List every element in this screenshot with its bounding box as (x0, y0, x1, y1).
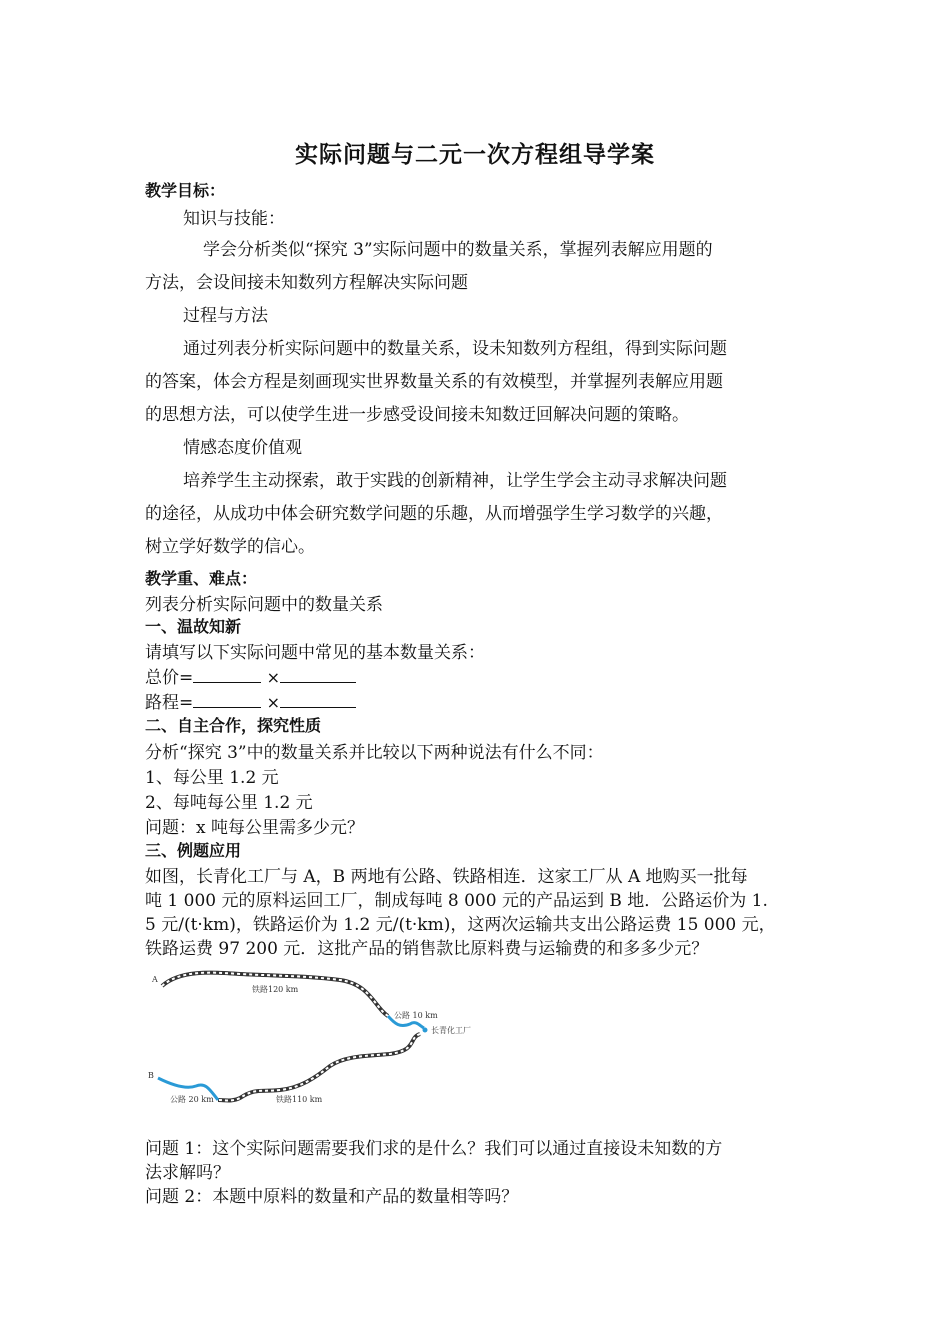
key-points-text: 列表分析实际问题中的数量关系 (145, 595, 383, 615)
total-price-blank-1[interactable] (193, 668, 261, 683)
rail-top-line (162, 973, 388, 1016)
knowledge-line-2: 方法，会设间接未知数列方程解决实际问题 (145, 273, 468, 293)
road-top-label: 公路 10 km (394, 1011, 438, 1020)
section1-intro: 请填写以下实际问题中常见的基本数量关系： (145, 643, 485, 663)
distance-label: 路程= (145, 693, 194, 713)
total-price-label: 总价= (145, 668, 194, 688)
objectives-heading: 教学目标： (145, 181, 226, 200)
process-line-1: 通过列表分析实际问题中的数量关系，设未知数列方程组，得到实际问题 (183, 339, 727, 359)
key-points-heading: 教学重、难点： (145, 569, 258, 588)
section2-heading: 二、自主合作，探究性质 (145, 716, 322, 735)
point-a-label: A (152, 975, 158, 984)
section1-heading: 一、温故知新 (145, 617, 242, 636)
section2-line-2: 1、每公里 1.2 元 (145, 768, 279, 788)
rail-bottom-label: 铁路110 km (276, 1095, 323, 1104)
problem-line-3: 5 元/(t·km)，铁路运价为 1.2 元/(t·km)，这两次运输共支出公路运费 15 000 元， (145, 915, 776, 935)
question-1-line-2: 法求解吗？ (145, 1163, 230, 1183)
rail-top-label: 铁路120 km (252, 985, 299, 994)
distance-blank-2[interactable] (280, 693, 356, 708)
problem-line-4: 铁路运费 97 200 元．这批产品的销售款比原料费与运输费的和多多少元？ (145, 939, 709, 959)
total-price-row (145, 663, 356, 688)
times-sign: × (266, 693, 281, 712)
knowledge-heading: 知识与技能： (183, 209, 285, 229)
emotion-heading: 情感态度价值观 (183, 438, 302, 458)
point-b-label: B (148, 1071, 154, 1080)
question-2: 问题 2：本题中原料的数量和产品的数量相等吗？ (145, 1187, 519, 1207)
emotion-line-2: 的途径，从成功中体会研究数学问题的乐趣，从而增强学生学习数学的兴趣， (145, 504, 723, 524)
knowledge-line-1: 学会分析类似“探究 3”实际问题中的数量关系，掌握列表解应用题的 (203, 240, 713, 260)
section3-heading: 三、例题应用 (145, 841, 242, 860)
factory-label: 长青化工厂 (431, 1026, 471, 1035)
section2-line-4: 问题：x 吨每公里需多少元？ (145, 818, 364, 838)
problem-line-2: 吨 1 000 元的原料运回工厂，制成每吨 8 000 元的产品运到 B 地．公路运价为 1. (145, 891, 768, 911)
route-map (140, 962, 480, 1110)
distance-blank-1[interactable] (193, 693, 261, 708)
distance-row (145, 688, 356, 713)
question-1-line-1: 问题 1：这个实际问题需要我们求的是什么？我们可以通过直接设未知数的方 (145, 1139, 723, 1159)
factory-point (423, 1028, 428, 1033)
section2-line-1: 分析“探究 3”中的数量关系并比较以下两种说法有什么不同： (145, 743, 604, 763)
rail-bottom-line (218, 1034, 420, 1101)
page-title: 实际问题与二元一次方程组导学案 (295, 141, 655, 168)
process-heading: 过程与方法 (183, 306, 268, 326)
process-line-3: 的思想方法，可以使学生进一步感受设间接未知数迂回解决问题的策略。 (145, 405, 689, 425)
road-bottom-label: 公路 20 km (170, 1095, 214, 1104)
section2-line-3: 2、每吨每公里 1.2 元 (145, 793, 313, 813)
emotion-line-3: 树立学好数学的信心。 (145, 537, 315, 557)
emotion-line-1: 培养学生主动探索，敢于实践的创新精神，让学生学会主动寻求解决问题 (183, 471, 727, 491)
times-sign: × (266, 668, 281, 687)
problem-line-1: 如图，长青化工厂与 A，B 两地有公路、铁路相连．这家工厂从 A 地购买一批每 (145, 867, 748, 887)
process-line-2: 的答案，体会方程是刻画现实世界数量关系的有效模型，并掌握列表解应用题 (145, 372, 723, 392)
total-price-blank-2[interactable] (280, 668, 356, 683)
